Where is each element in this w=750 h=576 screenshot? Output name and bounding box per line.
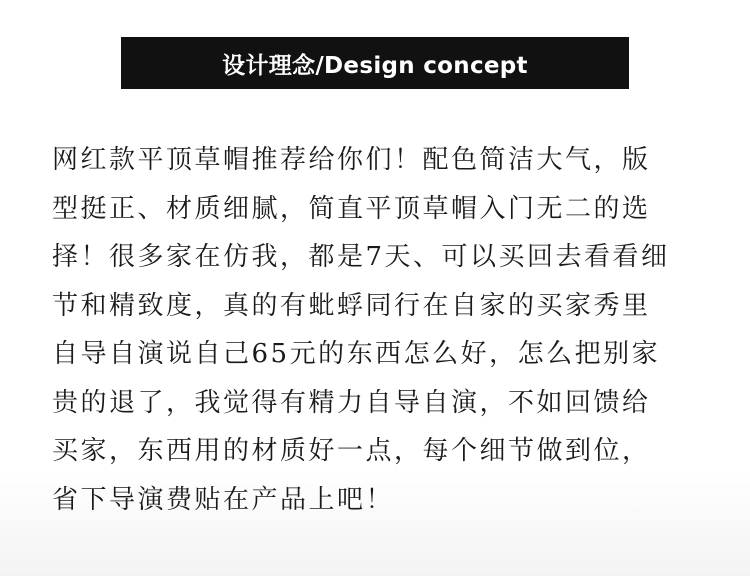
description-line: 网红款平顶草帽推荐给你们！配色简洁大气，版 — [52, 145, 651, 175]
description-line: 省下导演费贴在产品上吧！ — [52, 484, 395, 515]
title-banner — [121, 37, 629, 89]
description-line: 自导自演说自己65元的东西怎么好，怎么把别家 — [52, 339, 661, 369]
description-line: 型挺正、材质细腻，简直平顶草帽入门无二的选 — [52, 193, 651, 224]
description-line: 节和精致度，真的有蚍蜉同行在自家的买家秀里 — [52, 290, 651, 321]
description-line: 择！很多家在仿我，都是7天、可以买回去看看细 — [52, 242, 670, 272]
description-line: 买家，东西用的材质好一点，每个细节做到位， — [52, 436, 651, 466]
section-title: 设计理念/Design concept — [222, 52, 528, 79]
concept-description — [52, 136, 722, 524]
description-line: 贵的退了，我觉得有精力自导自演，不如回馈给 — [52, 387, 651, 418]
